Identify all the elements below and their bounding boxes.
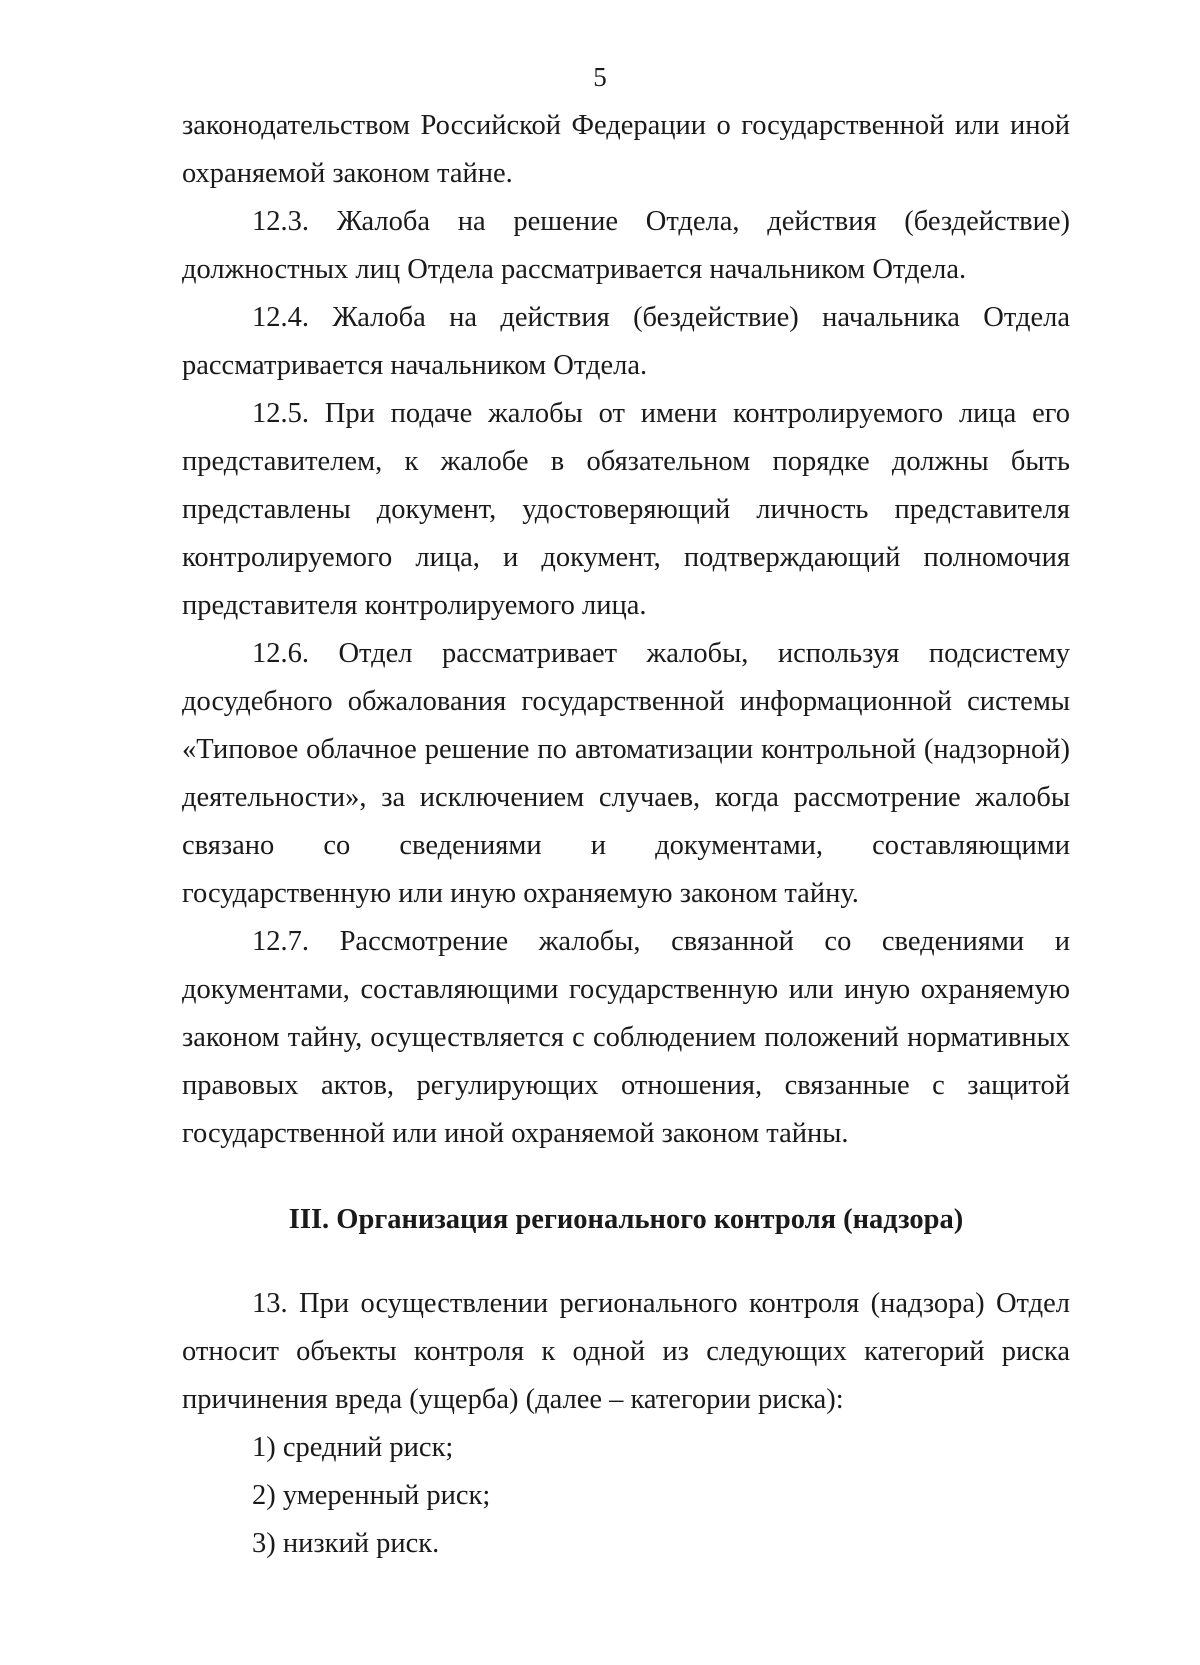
section-heading: III. Организация регионального контроля (надзора) bbox=[288, 1204, 964, 1235]
page-number: 5 bbox=[593, 62, 607, 92]
document-body bbox=[182, 102, 1070, 1568]
risk-list-item: 2) умеренный риск; bbox=[252, 1480, 491, 1511]
paragraph-12-4: 12.4. Жалоба на действия (бездействие) начальника Отдела рассматривается начальником Отдела. bbox=[182, 302, 1070, 381]
risk-list-item: 1) средний риск; bbox=[252, 1432, 454, 1463]
risk-list-item: 3) низкий риск. bbox=[252, 1528, 440, 1559]
paragraph-12-5: 12.5. При подаче жалобы от имени контролируемого лица его представителем, к жалобе в обязательном порядке должны быть представлены документ, удостоверяющий личность представителя контролируемого лица, и документ, подтверждающий полномочия представителя контролируемого лица. bbox=[182, 398, 1070, 621]
paragraph-13: 13. При осуществлении регионального контроля (надзора) Отдел относит объекты контроля к одной из следующих категорий риска причинения вреда (ущерба) (далее – категории риска): bbox=[182, 1288, 1070, 1415]
paragraph-continuation: законодательством Российской Федерации о государственной или иной охраняемой законом тайне. bbox=[182, 110, 1070, 189]
paragraph-12-6: 12.6. Отдел рассматривает жалобы, используя подсистему досудебного обжалования государственной информационной системы «Типовое облачное решение по автоматизации контрольной (надзорной) деятельности», за исключением случаев, когда рассмотрение жалобы связано со сведениями и документами, составляющими государственную или иную охраняемую законом тайну. bbox=[182, 638, 1070, 909]
paragraph-12-7: 12.7. Рассмотрение жалобы, связанной со сведениями и документами, составляющими государственную или иную охраняемую законом тайну, осуществляется с соблюдением положений нормативных правовых актов, регулирующих отношения, связанные с защитой государственной или иной охраняемой законом тайны. bbox=[182, 926, 1070, 1149]
paragraph-12-3: 12.3. Жалоба на решение Отдела, действия (бездействие) должностных лиц Отдела рассматривается начальником Отдела. bbox=[182, 206, 1070, 285]
